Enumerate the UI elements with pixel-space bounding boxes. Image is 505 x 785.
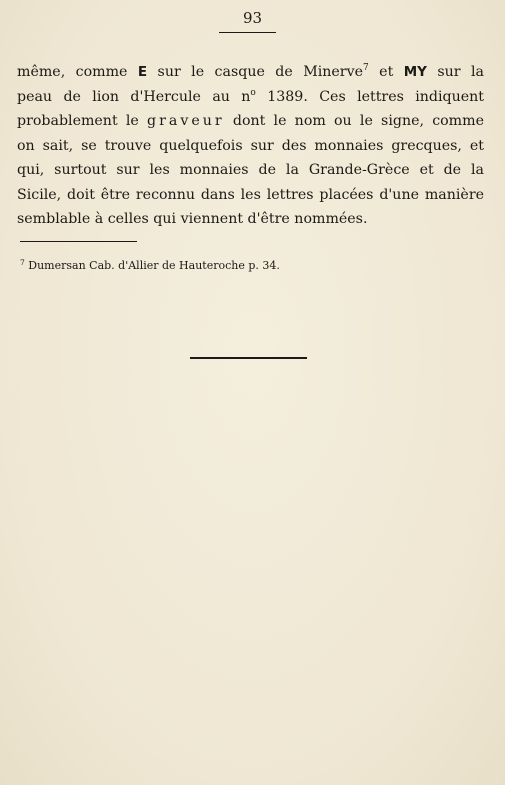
paragraph-line-5: qui, surtout sur les monnaies de la Grande-Grèce et de la (17, 162, 484, 178)
footnote-reference: 7 (363, 63, 369, 73)
paragraph-line-4: on sait, se trouve quelquefois sur des monnaies grecques, et (17, 137, 484, 154)
main-paragraph (17, 60, 484, 232)
paragraph-line-1 (17, 60, 484, 85)
text-run: 1389. Ces lettres indiquent (255, 88, 484, 105)
paragraph-line-2 (17, 85, 484, 110)
paragraph-line-3 (17, 109, 484, 134)
bold-letters-my: MY (403, 64, 427, 80)
footnote-marker: 7 (20, 258, 25, 267)
footnote-text: Dumersan Cab. d'Allier de Hauteroche p. 34. (24, 259, 280, 272)
footnote (20, 258, 280, 274)
page-number-underline (219, 32, 276, 33)
text-run: probablement le (17, 113, 147, 129)
spaced-word-graveur: graveur (147, 113, 225, 129)
text-run: sur le casque de Minerve (147, 64, 363, 80)
end-of-section-rule (190, 357, 307, 359)
numero-superscript: o (250, 87, 256, 98)
text-run: sur la (426, 64, 484, 80)
paragraph-line-7: semblable à celles qui viennent d'être nommées. (17, 211, 368, 227)
text-run: peau de lion d'Hercule au n (17, 88, 251, 105)
bold-letter-e: E (137, 64, 148, 80)
text-run: et (368, 64, 404, 80)
page-number: 93 (242, 9, 263, 27)
text-run: même, comme (17, 64, 138, 80)
paragraph-line-6: Sicile, doit être reconnu dans les lettres placées d'une manière (17, 186, 484, 203)
text-run: dont le nom ou le signe, comme (224, 113, 484, 129)
footnote-separator (20, 241, 137, 242)
